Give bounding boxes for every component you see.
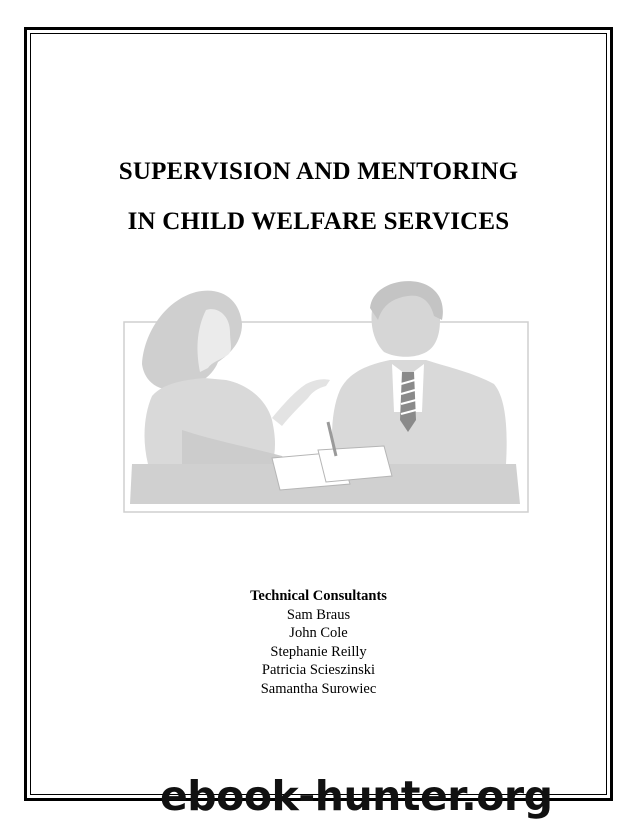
document-title-line-2: IN CHILD WELFARE SERVICES [127, 208, 510, 235]
credit-name: John Cole [289, 625, 348, 641]
credit-name: Stephanie Reilly [270, 643, 367, 660]
credit-name: Patricia Scieszinski [261, 662, 376, 678]
paper-right-shape [318, 446, 392, 482]
credits-block [30, 587, 607, 698]
credit-name: Sam Braus [286, 606, 351, 623]
credit-name: Samantha Surowiec [260, 680, 377, 697]
document-title-line-1: SUPERVISION AND MENTORING [118, 158, 519, 185]
meeting-clipart-image [122, 280, 530, 516]
credits-heading: Technical Consultants [250, 588, 387, 604]
watermark-text: ebook-hunter.org [160, 772, 553, 820]
